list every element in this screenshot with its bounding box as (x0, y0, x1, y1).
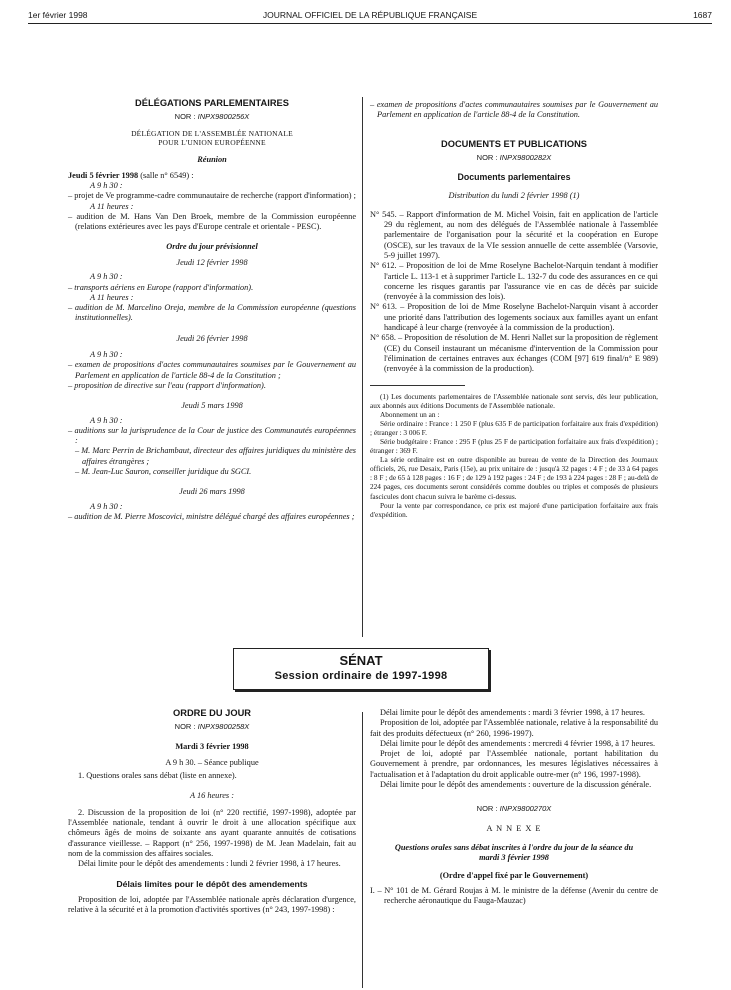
item-2-discussion: 2. Discussion de la proposition de loi (n° 220 rectifié, 1997-1998), adoptée par l'Assemblée nationale, tendant à ouvrir le droit à une allocation spécifique aux chômeurs âgés de moins de soixante ans ayant quarante annuités de cotisations d'assurance vieillesse. – Rapport (n° 256, 1997-1998) de M. Jean Madelain, fait au nom de la commission des affaires sociales. (68, 807, 356, 858)
nor-prefix: NOR : (174, 722, 196, 732)
correspondance-info: Pour la vente par correspondance, ce prix est majoré d'une participation forfaitaire aux frais d'expédition. (370, 500, 658, 519)
proposition-responsabilite: Proposition de loi, adoptée par l'Assemblée nationale, relative à la responsabilité du fait des produits défectueux (n° 260, 1996-1997). (370, 718, 658, 738)
nor-prefix: NOR : (174, 112, 196, 122)
jeudi5m-sub-2: – M. Jean-Luc Sauron, conseiller juridique du SGCI. (75, 467, 252, 477)
column-divider-bottom (362, 712, 363, 988)
vente-info: La série ordinaire est en outre disponible au bureau de vente de la Direction des Journaux officiels, 26, rue Desaix, Paris (15e), au prix unitaire de : jusqu'à 32 pages : 4 F ; de 33 à 64 pages : 8 F ; de 65 à 128 pages : 16 F ; de 129 à 192 pages : 24 F ; de 193 à 224 pages : 28 F ; au-delà de 224 pages, ces documents seront considérés comme doubles ou triples et composés de plusieurs fascicules dont chacun suivra le barème ci-dessus. (370, 455, 658, 501)
senat-title-box (233, 648, 489, 690)
document-658: N° 658. – Proposition de résolution de M. Henri Nallet sur la proposition de règlement (CE) du Conseil instaurant un mécanisme d'intervention de la Commission pour l'élimination de certaines entraves aux échanges (COM [97] 619 final/n° E 989) (renvoyée à la commission de la production). (370, 333, 658, 374)
nor-line (68, 112, 356, 122)
distribution-line: Distribution du lundi 2 février 1998 (1) (448, 191, 580, 201)
document-612: N° 612. – Proposition de loi de Mme Roselyne Bachelot-Narquin tendant à modifier l'article L. 113-1 et à supprimer l'article L. 132-7 du code des assurances en ce qui concerne les risques garantis par l'assurance vie en cas de décès par suicide (renvoyée à la commission des lois). (370, 261, 658, 302)
senat-title: SÉNAT (339, 653, 383, 668)
footnote-rule (370, 385, 465, 386)
jeudi5m-time: A 9 h 30 : (90, 415, 123, 425)
jeudi26m-time: A 9 h 30 : (90, 501, 123, 511)
serie-ordinaire: Série ordinaire : France : 1 250 F (plus 635 F de participation forfaitaire aux frais d'expédition) ; étranger : 3 006 F. (370, 418, 658, 437)
document-613: N° 613. – Proposition de loi de Mme Roselyne Bachelot-Narquin visant à accorder une priorité dans l'attribution des logements sociaux aux familles ayant un enfant handicapé à leur charge (renvoyée à la commission de la production). (370, 302, 658, 333)
continuation-item: – examen de propositions d'actes communautaires soumises par le Gouvernement au Parlement en application de l'article 88-4 de la Constitution. (370, 100, 658, 120)
abonnement-label: Abonnement un an : (380, 409, 440, 419)
jeudi26f-item-1: – examen de propositions d'actes communautaires soumises par le Gouvernement au Parlement en application de l'article 88-4 de la Constitution ; (68, 360, 356, 380)
time-16h: A 16 heures : (189, 791, 234, 801)
jeudi5m-date: Jeudi 5 mars 1998 (181, 401, 243, 411)
nor-prefix: NOR : (476, 152, 498, 162)
jeudi12-item-1: – transports aériens en Europe (rapport d'information). (68, 282, 254, 292)
nor-code: INPX9800258X (197, 722, 250, 732)
jeudi5-item-programme: – projet de Ve programme-cadre communautaire de recherche (rapport d'information) ; (68, 191, 356, 201)
documents-parlementaires-heading: Documents parlementaires (457, 172, 571, 183)
ordre-du-jour-heading: ORDRE DU JOUR (173, 708, 251, 718)
delegation-name (68, 129, 356, 147)
jeudi5m-sub-1: – M. Marc Perrin de Brichambaut, directeur des affaires juridiques du ministère des affaires étrangères ; (75, 446, 356, 466)
document-545: N° 545. – Rapport d'information de M. Michel Voisin, fait en application de l'article 29 du règlement, au nom des délégués de l'Assemblée nationale à l'assemblée parlementaire de l'organisation pour la sécurité et la coopération en Europe (OSCE), sur les travaux de la VIe session annuelle de cette assemblée (Varsovie, 5-9 juillet 1997). (370, 209, 658, 260)
jeudi5m-item-1: – auditions sur la jurisprudence de la Cour de justice des Communautés européennes : (68, 425, 356, 446)
delegation-line-2: POUR L'UNION EUROPÉENNE (158, 137, 266, 147)
delegations-column (68, 98, 356, 522)
jeudi26m-item-1: – audition de M. Pierre Moscovici, ministre délégué chargé des affaires européennes ; (68, 511, 355, 521)
jeudi12-date: Jeudi 12 février 1998 (176, 257, 248, 267)
jeudi26f-item-2: – proposition de directive sur l'eau (rapport d'information). (68, 380, 266, 390)
item-1-questions: 1. Questions orales sans débat (liste en annexe). (78, 771, 237, 781)
documents-heading: DOCUMENTS ET PUBLICATIONS (441, 138, 587, 149)
ordre-du-jour-column (68, 708, 356, 915)
delais-heading: Délais limites pour le dépôt des amendements (116, 878, 308, 889)
delai-mercredi: Délai limite pour le dépôt des amendements : mercredi 4 février 1998, à 17 heures. (380, 738, 656, 748)
header-date: 1er février 1998 (28, 10, 88, 20)
nor-line (370, 804, 658, 814)
nor-prefix: NOR : (476, 804, 498, 814)
delegation-line-1: DÉLÉGATION DE L'ASSEMBLÉE NATIONALE (131, 128, 293, 138)
jeudi12-item-2: – audition de M. Marcelino Oreja, membre de la Commission européenne (questions institutionnelles). (68, 303, 356, 323)
header-journal-title: JOURNAL OFFICIEL DE LA RÉPUBLIQUE FRANÇAISE (262, 10, 478, 20)
documents-column (370, 100, 658, 519)
jeudi26m-date: Jeudi 26 mars 1998 (179, 487, 245, 497)
column-divider-top (362, 97, 363, 637)
mardi-date: Mardi 3 février 1998 (175, 741, 249, 751)
projet-habilitation: Projet de loi, adopté par l'Assemblée nationale, portant habilitation du Gouvernement à prendre, par ordonnances, les mesures législatives nécessaires à l'actualisation et à l'adaptation du droit applicable outre-mer (n° 196, 1997-1998). (370, 749, 658, 779)
jeudi5-salle: (salle n° 6549) : (140, 170, 194, 180)
nor-code: INPX9800270X (499, 804, 552, 814)
senat-session: Session ordinaire de 1997-1998 (274, 670, 448, 682)
jeudi5-item-audition: – audition de M. Hans Van Den Broek, membre de la Commission européenne (relations extérieures avec les pays d'Europe centrale et orientale - PESC). (68, 212, 356, 232)
delais-continuation-column (370, 708, 658, 906)
footnote-1: (1) Les documents parlementaires de l'Assemblée nationale sont servis, dès leur publication, aux abonnés aux éditions Documents de l'Assemblée nationale. (370, 391, 658, 410)
ordre-appel: (Ordre d'appel fixé par le Gouvernement) (439, 870, 589, 880)
proposition-urgence: Proposition de loi, adoptée par l'Assemblée nationale après déclaration d'urgence, relative à la sécurité et à la promotion d'activités sportives (n° 243, 1997-1998) : (68, 894, 356, 915)
delai-mardi: Délai limite pour le dépôt des amendements : mardi 3 février 1998, à 17 heures. (380, 708, 645, 717)
jeudi5-date: Jeudi 5 février 1998 (68, 170, 139, 180)
jeudi12-time-1: A 9 h 30 : (90, 272, 123, 282)
nor-line (68, 722, 356, 732)
jeudi12-time-2: A 11 heures : (90, 292, 134, 302)
jeudi26f-time: A 9 h 30 : (90, 350, 123, 360)
jeudi5-time-2: A 11 heures : (90, 201, 134, 211)
header-page-number: 1687 (693, 10, 712, 20)
jeudi5-line (68, 171, 356, 181)
ordre-previsionnel-heading: Ordre du jour prévisionnel (166, 241, 258, 251)
delegations-heading: DÉLÉGATIONS PARLEMENTAIRES (135, 98, 289, 108)
jeudi5-time-1: A 9 h 30 : (90, 181, 123, 191)
jeudi26f-date: Jeudi 26 février 1998 (176, 333, 248, 343)
nor-code: INPX9800256X (197, 112, 250, 122)
seance-time: A 9 h 30. – Séance publique (165, 757, 259, 767)
page-header (28, 10, 712, 24)
nor-code: INPX9800282X (499, 152, 552, 162)
question-1: I. – N° 101 de M. Gérard Roujas à M. le ministre de la défense (Avenir du centre de recherche aéronautique du Fauga-Mauzac) (370, 885, 658, 906)
annexe-heading: A N N E X E (486, 823, 542, 833)
serie-budgetaire: Série budgétaire : France : 295 F (plus 25 F de participation forfaitaire aux frais d'expédition) ; étranger : 369 F. (370, 437, 658, 456)
delai-ouverture: Délai limite pour le dépôt des amendements : ouverture de la discussion générale. (380, 780, 652, 790)
delai-lundi: Délai limite pour le dépôt des amendements : lundi 2 février 1998, à 17 heures. (78, 859, 341, 869)
nor-line (370, 153, 658, 163)
questions-title: Questions orales sans débat inscrites à l'ordre du jour de la séance du mardi 3 février 1998 (394, 842, 634, 863)
footnote-block (370, 392, 658, 519)
reunion-heading: Réunion (197, 154, 227, 164)
